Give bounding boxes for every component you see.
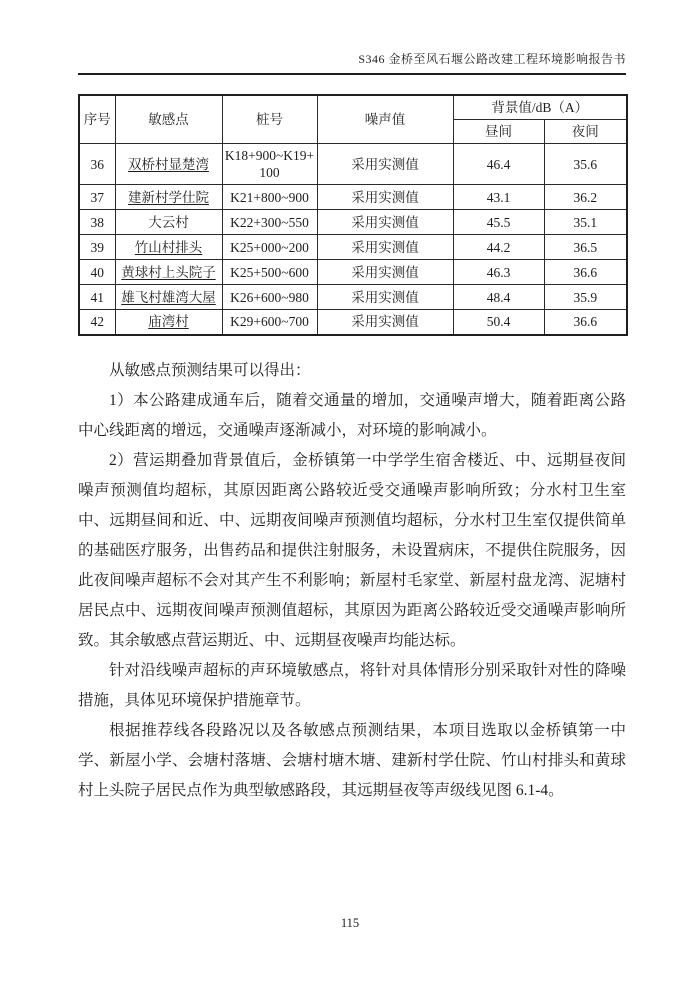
table-row [79, 310, 627, 335]
cell-daytime-value: 45.5 [453, 210, 544, 235]
cell-daytime-value: 44.2 [453, 235, 544, 260]
table-body [79, 144, 627, 335]
cell-noise-value: 采用实测值 [317, 285, 453, 310]
table-header [79, 95, 627, 144]
cell-stake: K18+900~K19+100 [222, 144, 317, 185]
body-text [78, 356, 626, 806]
cell-sensitive-point [115, 310, 222, 335]
cell-nighttime-value: 35.1 [544, 210, 627, 235]
sensitive-point-name: 雄飞村雄湾大屋 [121, 289, 216, 305]
cell-noise-value: 采用实测值 [317, 210, 453, 235]
cell-index: 42 [79, 310, 115, 335]
paragraph-conclusion-intro: 从敏感点预测结果可以得出： [109, 361, 311, 379]
cell-noise-value: 采用实测值 [317, 235, 453, 260]
cell-stake: K25+000~200 [222, 235, 317, 260]
col-header-stake: 桩号 [222, 95, 317, 144]
paragraph-conclusion-1: 1）本公路建成通车后，随着交通量的增加，交通噪声增大，随着距离公路中心线距离的增远，交通噪声逐渐减小，对环境的影响减小。 [78, 391, 626, 439]
cell-sensitive-point [115, 260, 222, 285]
cell-noise-value: 采用实测值 [317, 310, 453, 335]
sensitive-point-name: 黄球村上头院子 [121, 264, 216, 280]
cell-sensitive-point [115, 235, 222, 260]
col-header-noise-value: 噪声值 [317, 95, 453, 144]
paragraph-mitigation: 针对沿线噪声超标的声环境敏感点，将针对具体情形分别采取针对性的降噪措施，具体见环境保护措施章节。 [78, 661, 626, 709]
page-content [78, 0, 626, 806]
report-title: S346 金桥至风石堰公路改建工程环境影响报告书 [358, 52, 626, 66]
cell-nighttime-value: 36.6 [544, 260, 627, 285]
col-header-index: 序号 [79, 95, 115, 144]
cell-noise-value: 采用实测值 [317, 144, 453, 185]
cell-index: 41 [79, 285, 115, 310]
cell-nighttime-value: 35.6 [544, 144, 627, 185]
paragraph-conclusion-2: 2）营运期叠加背景值后，金桥镇第一中学学生宿舍楼近、中、远期昼夜间噪声预测值均超标，其原因距离公路较近受交通噪声影响所致；分水村卫生室中、远期昼间和近、中、远期夜间噪声预测值均超标，分水村卫生室仅提供简单的基础医疗服务，出售药品和提供注射服务，未设置病床，不提供住院服务，因此夜间噪声超标不会对其产生不利影响；新屋村毛家堂、新屋村盘龙湾、泥塘村居民点中、远期夜间噪声预测值超标，其原因为距离公路较近受交通噪声影响所致。其余敏感点营运期近、中、远期昼夜噪声均能达标。 [78, 451, 626, 649]
cell-stake: K21+800~900 [222, 185, 317, 210]
table-row [79, 210, 627, 235]
sensitive-point-name: 竹山村排头 [134, 239, 203, 255]
page-footer [0, 916, 700, 931]
cell-daytime-value: 50.4 [453, 310, 544, 335]
table-header-row-1 [79, 95, 627, 120]
cell-noise-value: 采用实测值 [317, 185, 453, 210]
cell-daytime-value: 48.4 [453, 285, 544, 310]
cell-stake: K29+600~700 [222, 310, 317, 335]
col-header-sensitive-point: 敏感点 [115, 95, 222, 144]
page-header [78, 0, 626, 75]
noise-monitoring-table [78, 94, 628, 336]
cell-sensitive-point [115, 185, 222, 210]
cell-nighttime-value: 36.5 [544, 235, 627, 260]
cell-index: 39 [79, 235, 115, 260]
cell-sensitive-point [115, 144, 222, 185]
cell-index: 40 [79, 260, 115, 285]
cell-stake: K26+600~980 [222, 285, 317, 310]
sensitive-point-name: 建新村学仕院 [128, 189, 209, 205]
cell-noise-value: 采用实测值 [317, 260, 453, 285]
table-row [79, 144, 627, 185]
sensitive-point-name: 庙湾村 [148, 314, 189, 330]
page-number: 115 [340, 916, 360, 930]
cell-daytime-value: 46.3 [453, 260, 544, 285]
cell-stake: K25+500~600 [222, 260, 317, 285]
cell-sensitive-point [115, 210, 222, 235]
col-header-nighttime: 夜间 [544, 120, 627, 144]
cell-nighttime-value: 36.6 [544, 310, 627, 335]
cell-nighttime-value: 35.9 [544, 285, 627, 310]
cell-index: 38 [79, 210, 115, 235]
cell-sensitive-point [115, 285, 222, 310]
table-row [79, 285, 627, 310]
paragraph-typical-sections: 根据推荐线各段路况以及各敏感点预测结果，本项目选取以金桥镇第一中学、新屋小学、会塘村落塘、会塘村塘木塘、建新村学仕院、竹山村排头和黄球村上头院子居民点作为典型敏感路段，其远期昼夜等声级线见图 6.1-4。 [78, 721, 626, 799]
cell-index: 36 [79, 144, 115, 185]
cell-daytime-value: 43.1 [453, 185, 544, 210]
cell-daytime-value: 46.4 [453, 144, 544, 185]
cell-nighttime-value: 36.2 [544, 185, 627, 210]
table-row [79, 185, 627, 210]
cell-index: 37 [79, 185, 115, 210]
table-row [79, 260, 627, 285]
sensitive-point-name: 大云村 [148, 214, 189, 230]
col-header-daytime: 昼间 [453, 120, 544, 144]
sensitive-point-name: 双桥村显楚湾 [128, 156, 209, 172]
table-row [79, 235, 627, 260]
cell-stake: K22+300~550 [222, 210, 317, 235]
col-header-background-value: 背景值/dB（A） [453, 95, 627, 120]
